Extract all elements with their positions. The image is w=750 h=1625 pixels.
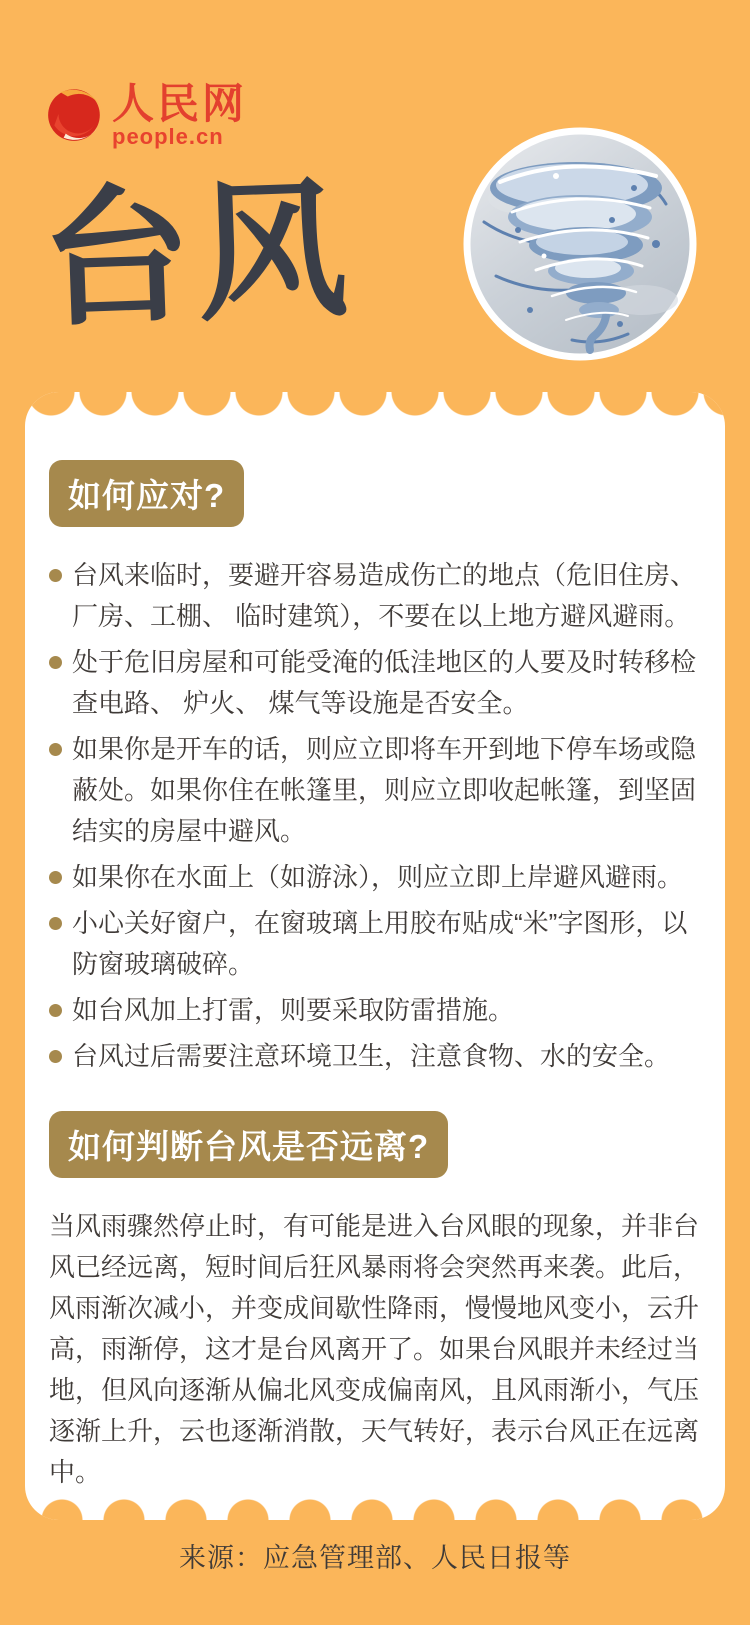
tip-item — [49, 555, 701, 637]
tip-item — [49, 990, 701, 1031]
source-line: 来源：应急管理部、人民日报等 — [179, 1543, 571, 1573]
tip-text: 台风过后需要注意环境卫生，注意食物、水的安全。 — [72, 1041, 671, 1071]
tip-text: 如果你在水面上（如游泳），则应立即上岸避风避雨。 — [72, 862, 684, 892]
tip-text: 如果你是开车的话，则应立即将车开到地下停车场或隐蔽处。如果你住在帐篷里，则应立即收起帐篷，到坚固结实的房屋中避风。 — [72, 734, 697, 846]
tip-text: 处于危旧房屋和可能受淹的低洼地区的人要及时转移检查电路、 炉火、 煤气等设施是否安全。 — [72, 647, 697, 718]
content-card — [25, 392, 725, 1520]
tip-item — [49, 903, 701, 985]
logo-text — [112, 82, 247, 150]
tornado-illustration-icon — [460, 124, 700, 364]
people-cn-logo — [44, 82, 247, 150]
response-tips-list — [49, 555, 701, 1077]
section-how-to-respond — [49, 460, 701, 1077]
bullet-dot-icon — [49, 871, 62, 884]
section-badge-respond: 如何应对? — [49, 460, 244, 527]
bullet-dot-icon — [49, 917, 62, 930]
logo-en-text: people.cn — [112, 124, 224, 150]
people-cn-globe-icon — [44, 82, 106, 144]
bullet-dot-icon — [49, 1004, 62, 1017]
scallop-edge-bottom — [25, 1496, 725, 1520]
bullet-dot-icon — [49, 1050, 62, 1063]
logo-cn-text: 人民网 — [112, 80, 248, 127]
bullet-dot-icon — [49, 569, 62, 582]
tip-text: 台风来临时，要避开容易造成伤亡的地点（危旧住房、厂房、工棚、 临时建筑），不要在以上地方避风避雨。 — [72, 560, 697, 631]
bullet-dot-icon — [49, 743, 62, 756]
tip-item — [49, 1036, 701, 1077]
tip-text: 小心关好窗户，在窗玻璃上用胶布贴成“米”字图形，以防窗玻璃破碎。 — [72, 908, 688, 979]
section-badge-judge: 如何判断台风是否远离? — [49, 1111, 448, 1178]
tip-item — [49, 729, 701, 852]
section-judge-distance — [49, 1111, 701, 1493]
tip-text: 如台风加上打雷，则要采取防雷措施。 — [72, 995, 515, 1025]
bullet-dot-icon — [49, 656, 62, 669]
tip-item — [49, 642, 701, 724]
page-title: 台风 — [38, 165, 356, 344]
tip-item — [49, 857, 701, 898]
judge-paragraph: 当风雨骤然停止时，有可能是进入台风眼的现象，并非台风已经远离，短时间后狂风暴雨将会突然再来袭。此后，风雨渐次减小，并变成间歇性降雨，慢慢地风变小，云升高，雨渐停，这才是台风离开了。如果台风眼并未经过当地，但风向逐渐从偏北风变成偏南风，且风雨渐小，气压逐渐上升，云也逐渐消散，天气转好，表示台风正在远离中。 — [49, 1211, 700, 1487]
